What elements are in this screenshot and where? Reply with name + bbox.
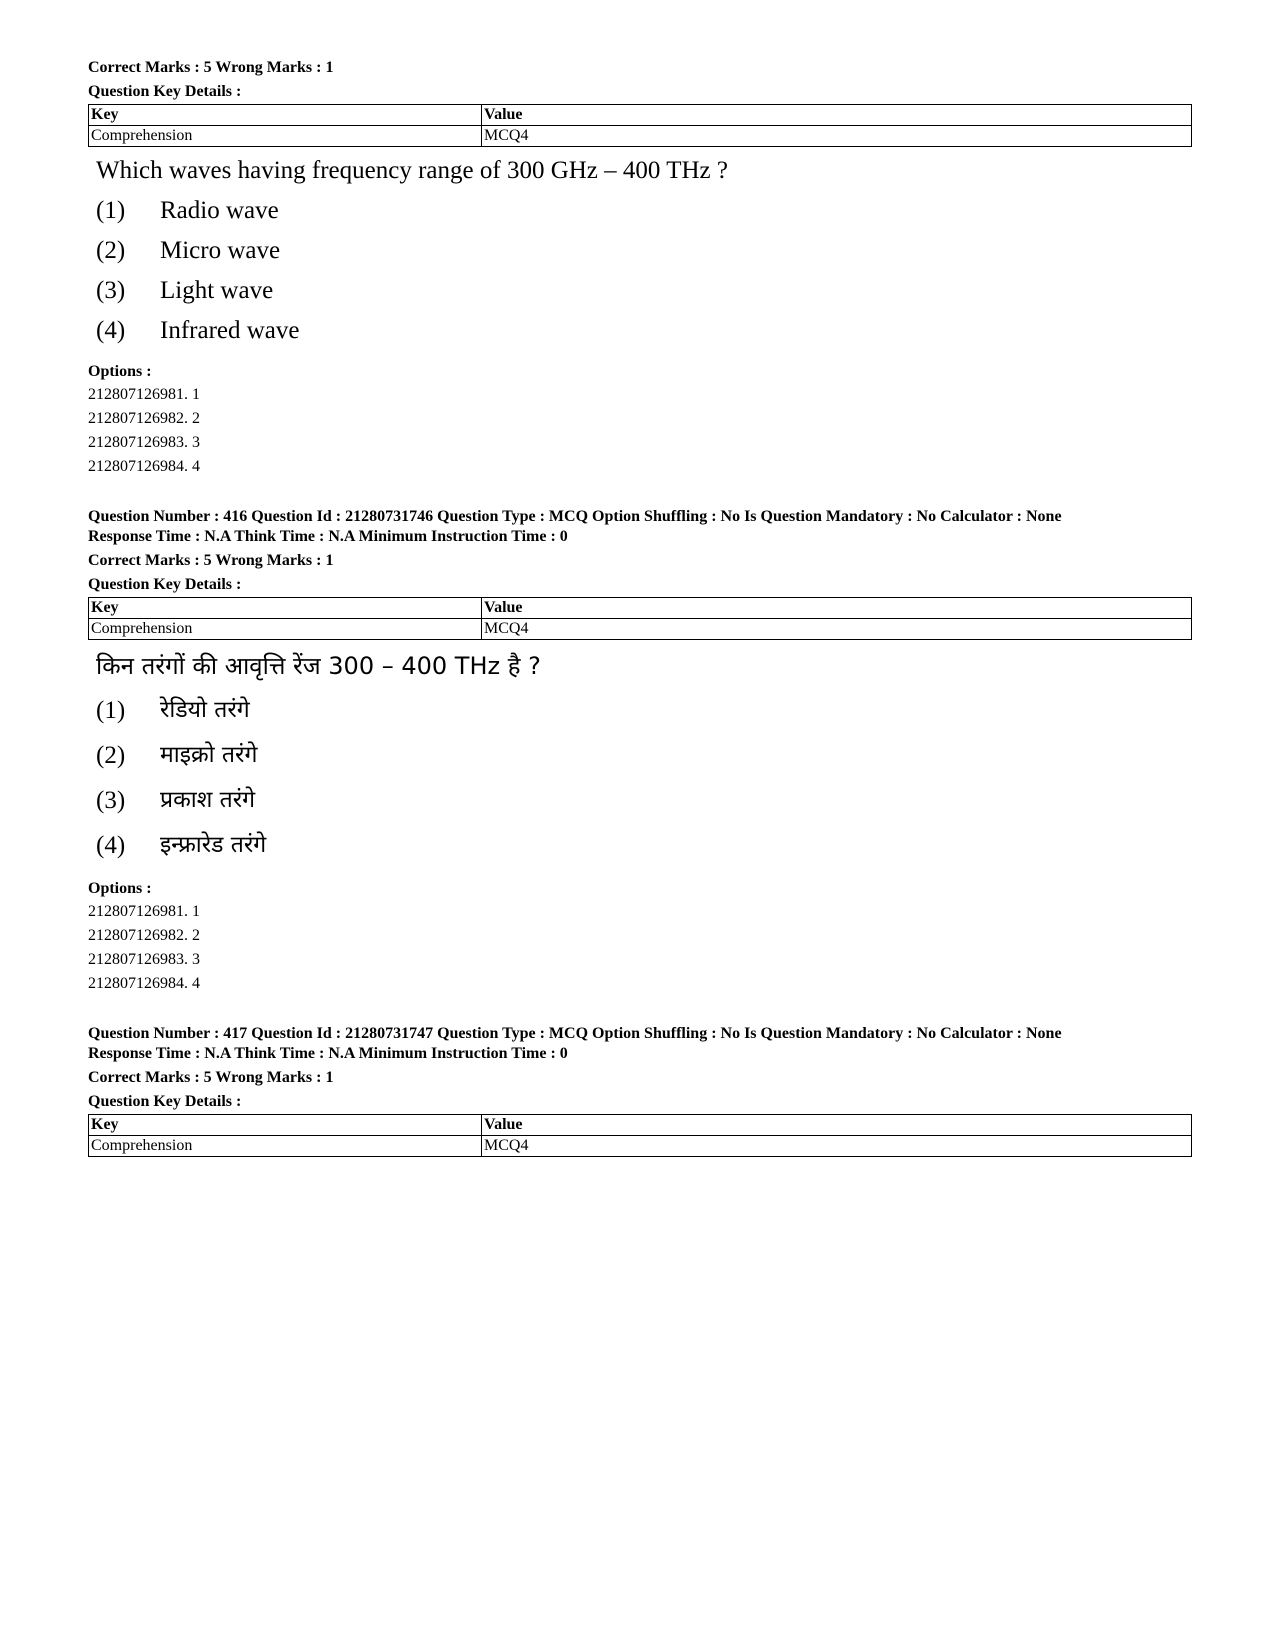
choice-item bbox=[96, 823, 1192, 868]
question-text: Which waves having frequency range of 300 GHz – 400 THz ? bbox=[96, 157, 728, 184]
choice-number: (2) bbox=[96, 237, 126, 264]
table-row bbox=[89, 619, 1192, 640]
question-block-417 bbox=[88, 1024, 1192, 1157]
option-id-line: 212807126983. 3 bbox=[88, 951, 200, 968]
question-timing-line: Response Time : N.A Think Time : N.A Minimum Instruction Time : 0 bbox=[88, 528, 568, 545]
key-details-label: Question Key Details : bbox=[88, 576, 242, 593]
question-meta-line: Question Number : 416 Question Id : 21280731746 Question Type : MCQ Option Shuffling : No Is Question Mandatory : No Calculator : None bbox=[88, 508, 1062, 525]
table-cell-value: MCQ4 bbox=[482, 619, 1192, 640]
choice-text: इन्फ्रारेड तरंगे bbox=[160, 832, 267, 858]
marks-line: Correct Marks : 5 Wrong Marks : 1 bbox=[88, 552, 334, 569]
table-header-key: Key bbox=[89, 598, 482, 619]
table-header-value: Value bbox=[482, 598, 1192, 619]
question-block-416 bbox=[88, 507, 1192, 996]
choice-text: माइक्रो तरंगे bbox=[160, 742, 258, 768]
choice-item bbox=[96, 271, 1192, 311]
question-block-415 bbox=[88, 58, 1192, 479]
choice-item bbox=[96, 688, 1192, 733]
option-id-line: 212807126984. 4 bbox=[88, 458, 200, 475]
table-header-key: Key bbox=[89, 105, 482, 126]
marks-line: Correct Marks : 5 Wrong Marks : 1 bbox=[88, 59, 334, 76]
choice-text: Micro wave bbox=[160, 237, 281, 264]
options-label: Options : bbox=[88, 363, 152, 380]
key-details-table bbox=[88, 104, 1192, 147]
question-meta-line: Question Number : 417 Question Id : 21280731747 Question Type : MCQ Option Shuffling : No Is Question Mandatory : No Calculator : None bbox=[88, 1025, 1062, 1042]
table-cell-value: MCQ4 bbox=[482, 126, 1192, 147]
table-header-row bbox=[89, 598, 1192, 619]
table-row bbox=[89, 126, 1192, 147]
option-id-line: 212807126981. 1 bbox=[88, 903, 200, 920]
table-header-row bbox=[89, 105, 1192, 126]
choice-text: Infrared wave bbox=[160, 317, 300, 344]
choice-number: (4) bbox=[96, 317, 126, 344]
table-cell-value: MCQ4 bbox=[482, 1136, 1192, 1157]
choice-text: Radio wave bbox=[160, 197, 279, 224]
table-header-key: Key bbox=[89, 1115, 482, 1136]
choice-item bbox=[96, 733, 1192, 778]
table-row bbox=[89, 1136, 1192, 1157]
key-details-table bbox=[88, 597, 1192, 640]
table-cell-key: Comprehension bbox=[89, 126, 482, 147]
table-cell-key: Comprehension bbox=[89, 619, 482, 640]
key-details-label: Question Key Details : bbox=[88, 83, 242, 100]
marks-line: Correct Marks : 5 Wrong Marks : 1 bbox=[88, 1069, 334, 1086]
option-id-line: 212807126983. 3 bbox=[88, 434, 200, 451]
choice-item bbox=[96, 311, 1192, 351]
table-cell-key: Comprehension bbox=[89, 1136, 482, 1157]
table-header-value: Value bbox=[482, 105, 1192, 126]
option-id-line: 212807126984. 4 bbox=[88, 975, 200, 992]
options-label: Options : bbox=[88, 880, 152, 897]
choice-number: (3) bbox=[96, 787, 126, 814]
choice-item bbox=[96, 191, 1192, 231]
option-id-line: 212807126982. 2 bbox=[88, 927, 200, 944]
option-id-line: 212807126981. 1 bbox=[88, 386, 200, 403]
choice-item bbox=[96, 231, 1192, 271]
choice-text: Light wave bbox=[160, 277, 274, 304]
choice-text: प्रकाश तरंगे bbox=[160, 787, 256, 813]
choice-text: रेडियो तरंगे bbox=[160, 697, 250, 723]
choice-number: (1) bbox=[96, 197, 126, 224]
choice-number: (1) bbox=[96, 697, 126, 724]
question-text: किन तरंगों की आवृत्ति रेंज 300 – 400 THz है ? bbox=[96, 652, 541, 680]
option-id-line: 212807126982. 2 bbox=[88, 410, 200, 427]
table-header-row bbox=[89, 1115, 1192, 1136]
choice-number: (4) bbox=[96, 832, 126, 859]
question-timing-line: Response Time : N.A Think Time : N.A Minimum Instruction Time : 0 bbox=[88, 1045, 568, 1062]
choice-item bbox=[96, 778, 1192, 823]
key-details-label: Question Key Details : bbox=[88, 1093, 242, 1110]
choice-number: (2) bbox=[96, 742, 126, 769]
document-page bbox=[88, 58, 1192, 1157]
choice-number: (3) bbox=[96, 277, 126, 304]
table-header-value: Value bbox=[482, 1115, 1192, 1136]
key-details-table bbox=[88, 1114, 1192, 1157]
